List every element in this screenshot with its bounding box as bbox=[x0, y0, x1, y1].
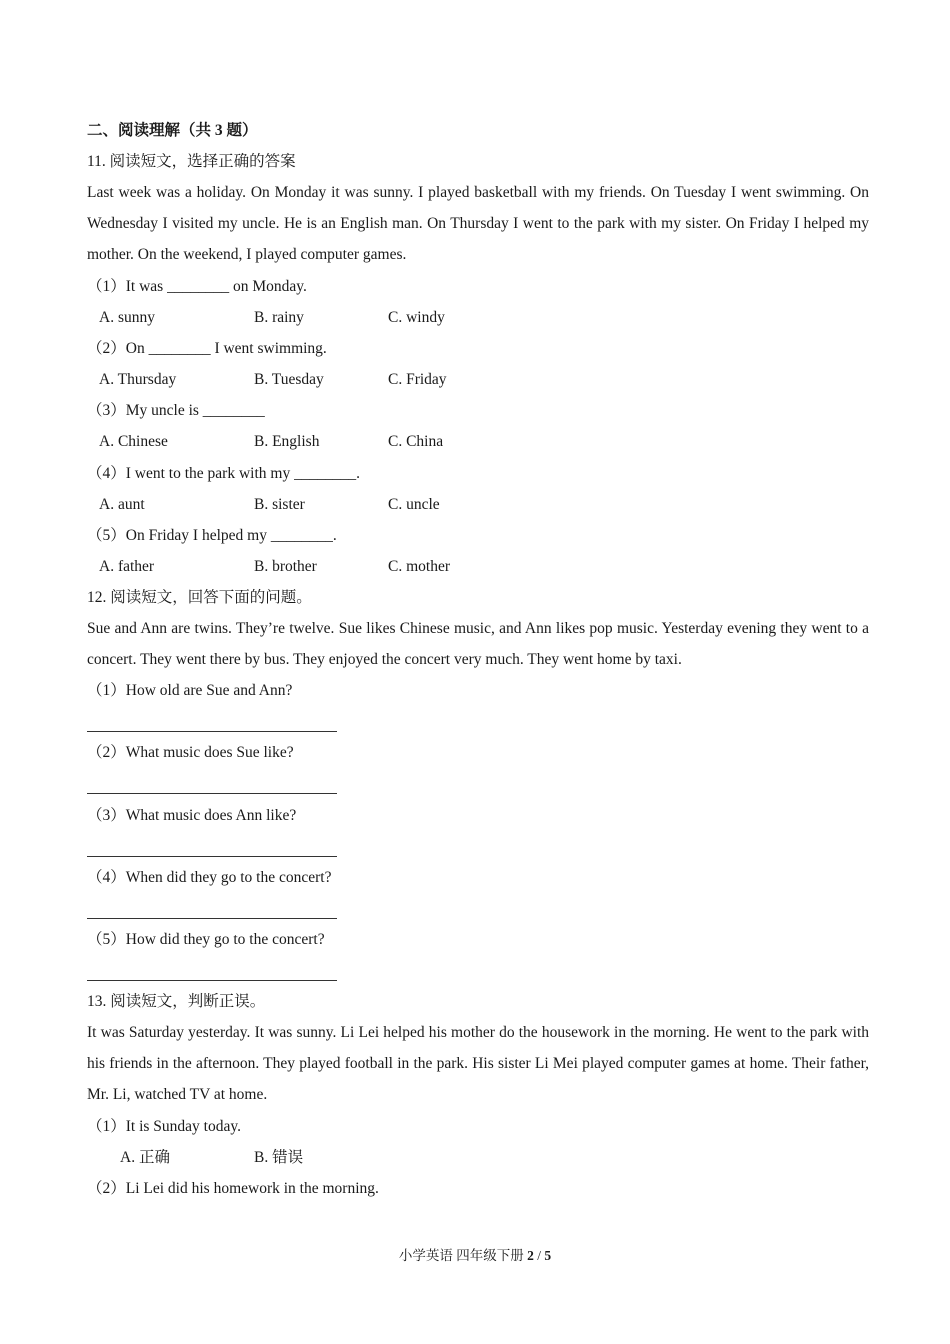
footer-page-number: 2 bbox=[527, 1248, 534, 1263]
q11-item-2-option-b: B. Tuesday bbox=[254, 371, 324, 388]
section-title: 二、阅读理解（共 3 题） bbox=[87, 122, 258, 139]
q11-item-1: （1）It was ________ on Monday. bbox=[87, 278, 307, 295]
q11-item-1-option-c: C. windy bbox=[388, 309, 445, 326]
q12-answer-line-5 bbox=[87, 980, 337, 981]
q12-answer-line-2 bbox=[87, 793, 337, 794]
q13-item-1-option-a: A. 正确 bbox=[120, 1149, 170, 1166]
q12-item-5: （5）How did they go to the concert? bbox=[87, 931, 325, 948]
q13-heading: 13. 阅读短文，判断正误。 bbox=[87, 993, 266, 1010]
q11-item-3: （3）My uncle is ________ bbox=[87, 402, 265, 419]
footer-separator: / bbox=[533, 1248, 545, 1263]
q11-item-2: （2）On ________ I went swimming. bbox=[87, 340, 327, 357]
q12-answer-line-1 bbox=[87, 731, 337, 732]
q11-item-5-option-a: A. father bbox=[99, 558, 155, 575]
q12-answer-line-4 bbox=[87, 918, 337, 919]
q12-answer-line-3 bbox=[87, 856, 337, 857]
q12-item-1: （1）How old are Sue and Ann? bbox=[87, 682, 293, 699]
q11-passage: Last week was a holiday. On Monday it was sunny. I played basketball with my friends. On Tuesday I went swimming. On Wednesday I visited my uncle. He is an English man. On Thursday I went to the park with my sister. On Friday I helped my mother. On the weekend, I played computer games. bbox=[87, 184, 869, 264]
q11-item-3-option-c: C. China bbox=[388, 433, 444, 450]
q11-item-5-option-c: C. mother bbox=[388, 558, 450, 575]
q11-item-3-option-a: A. Chinese bbox=[99, 433, 168, 450]
q12-item-3: （3）What music does Ann like? bbox=[87, 807, 297, 824]
q11-item-3-option-b: B. English bbox=[254, 433, 320, 450]
q11-item-1-option-a: A. sunny bbox=[99, 309, 155, 326]
q11-item-4: （4）I went to the park with my ________. bbox=[87, 465, 360, 482]
q11-item-4-option-a: A. aunt bbox=[99, 496, 145, 513]
q11-heading: 11. 阅读短文，选择正确的答案 bbox=[87, 153, 296, 170]
q13-item-1-option-b: B. 错误 bbox=[254, 1149, 304, 1166]
q11-item-4-option-b: B. sister bbox=[254, 496, 305, 513]
q13-item-2: （2）Li Lei did his homework in the morning. bbox=[87, 1180, 379, 1197]
q13-item-1: （1）It is Sunday today. bbox=[87, 1118, 241, 1135]
q11-item-1-option-b: B. rainy bbox=[254, 309, 304, 326]
page-footer bbox=[0, 1246, 950, 1266]
q12-item-2: （2）What music does Sue like? bbox=[87, 744, 294, 761]
q11-item-5-option-b: B. brother bbox=[254, 558, 317, 575]
q12-item-4: （4）When did they go to the concert? bbox=[87, 869, 332, 886]
q12-passage: Sue and Ann are twins. They’re twelve. Sue likes Chinese music, and Ann likes pop music. Yesterday evening they went to a concert. They went there by bus. They enjoyed the concert very much. They went home by taxi. bbox=[87, 620, 869, 669]
q11-item-2-option-a: A. Thursday bbox=[99, 371, 177, 388]
q13-passage: It was Saturday yesterday. It was sunny. Li Lei helped his mother do the housework in the morning. He went to the park with his friends in the afternoon. They played football in the park. His sister Li Mei played computer games at home. Their father, Mr. Li, watched TV at home. bbox=[87, 1024, 869, 1104]
q12-heading: 12. 阅读短文，回答下面的问题。 bbox=[87, 589, 312, 606]
footer-page-total: 5 bbox=[544, 1248, 552, 1263]
q11-item-4-option-c: C. uncle bbox=[388, 496, 440, 513]
q11-item-5: （5）On Friday I helped my ________. bbox=[87, 527, 337, 544]
q11-item-2-option-c: C. Friday bbox=[388, 371, 447, 388]
footer-text: 小学英语 四年级下册 bbox=[398, 1248, 524, 1263]
